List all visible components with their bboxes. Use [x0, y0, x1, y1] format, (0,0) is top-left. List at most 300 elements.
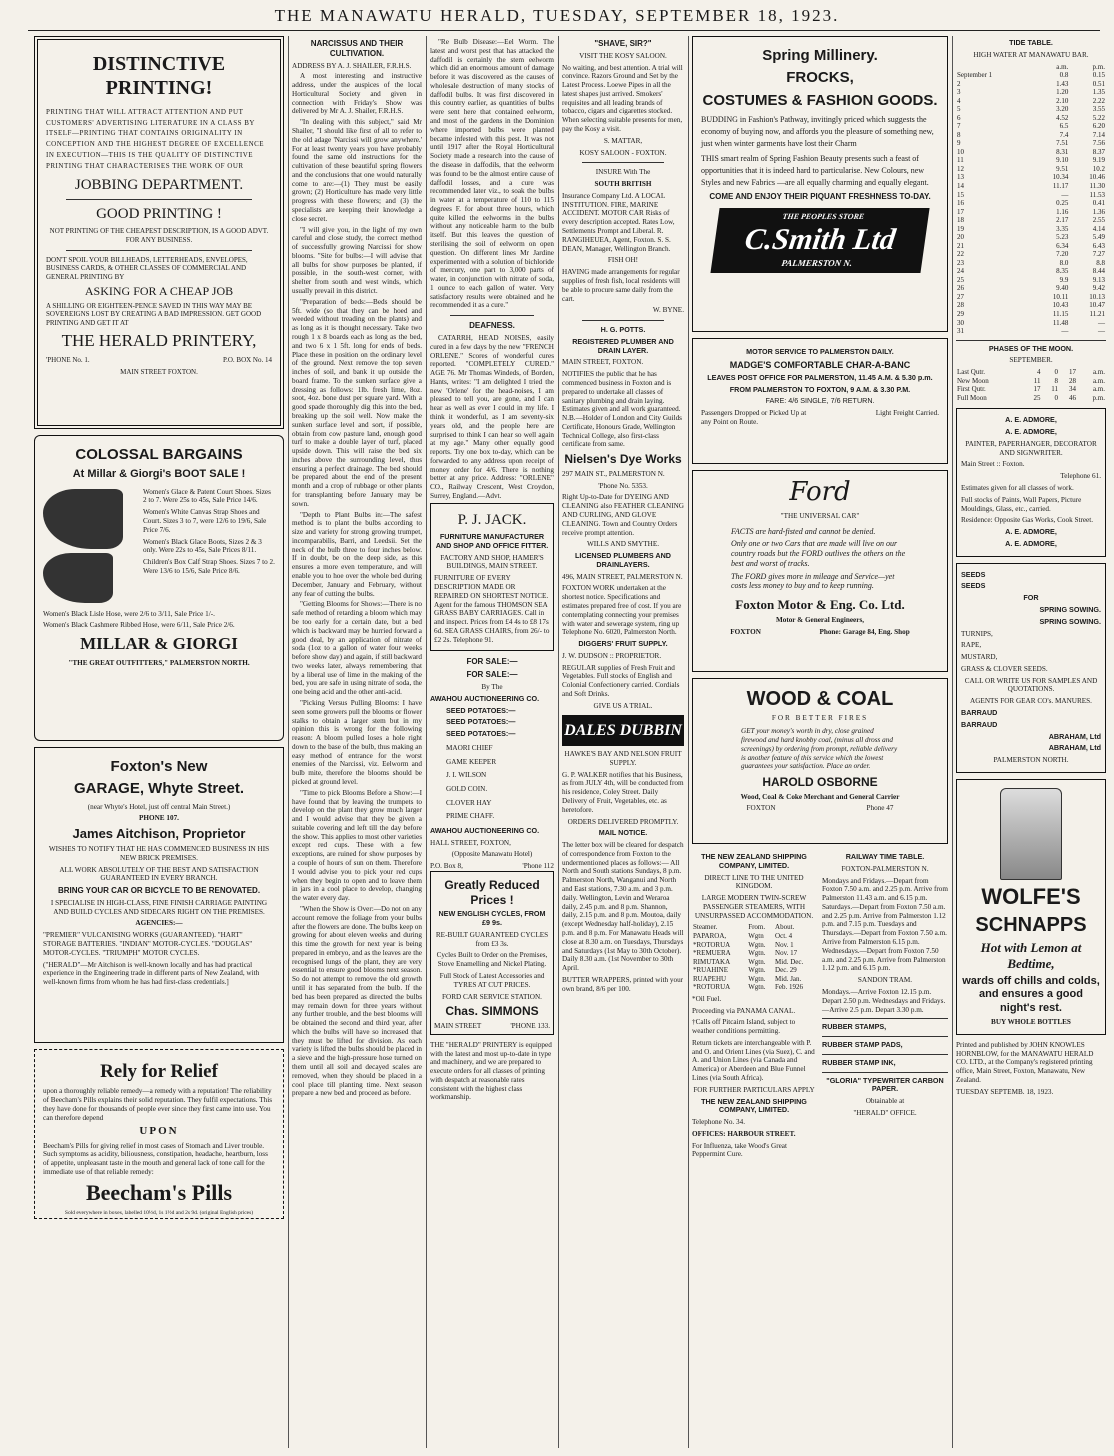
stamp-ink: RUBBER STAMP INK,: [822, 1057, 896, 1067]
osborne-ad: [692, 678, 948, 844]
steamer-row-cell: Wgtn.: [748, 974, 766, 983]
tide-row-cell: 11.21: [1089, 309, 1105, 318]
column-4: [562, 36, 684, 1448]
tide-row: [956, 233, 1106, 242]
budding: BUDDING in Fashion's Pathway, invitingly priced which suggests the economy of buying now, and affords you the pleasure of something new, just when winter garments have lost their Charm: [701, 114, 934, 148]
deafness-title: DEAFNESS.: [469, 321, 515, 331]
admore-estimates: Estimates given for all classes of work.: [961, 483, 1074, 492]
tide-row: [956, 88, 1106, 97]
column-3: [430, 36, 554, 1448]
tide-row-cell: 7.27: [1092, 250, 1105, 259]
steamer-row-cell: RIMUTAKA: [693, 957, 731, 966]
tide-row-cell: September 1: [957, 71, 993, 80]
column-5: [692, 36, 948, 1448]
tide-row-cell: 22: [957, 250, 964, 259]
herald-office: "HERALD" OFFICE.: [853, 1108, 917, 1117]
tide-row: [956, 71, 1106, 80]
tide-row-cell: 11.30: [1089, 182, 1105, 190]
potato-item: GOLD COIN.: [446, 784, 488, 793]
imprint-date: TUESDAY SEPTEMB. 18, 1923.: [956, 1087, 1054, 1096]
tide-row-cell: 12: [957, 164, 964, 173]
spring-millinery: Spring Millinery.: [762, 47, 878, 64]
ford-body-2: The FORD gives more in mileage and Service—yet costs less money to buy and to keep running.: [731, 571, 895, 591]
simmons-ad: [430, 871, 554, 1035]
tide-title: TIDE TABLE.: [1009, 38, 1053, 47]
tide-row-cell: 2: [957, 79, 961, 88]
abraham: ABRAHAM, Ltd: [1048, 731, 1101, 741]
steamer-row-cell: Dec. 29: [775, 966, 797, 975]
tide-row-cell: 10.2: [1092, 164, 1105, 173]
south-british: SOUTH BRITISH: [594, 180, 652, 189]
tide-row-cell: 3: [957, 88, 961, 97]
steamer-row-cell: *REMUERA: [693, 949, 731, 958]
tide-row-cell: —: [1098, 327, 1105, 336]
buy-whole: BUY WHOLE BOTTLES: [991, 1018, 1071, 1027]
tide-row-cell: 8.37: [1092, 147, 1105, 156]
wills-body: FOXTON WORK undertaken at the shortest notice. Specifications and estimates prepared free of cost. If you are contemplating connecting your premises with water and sewerage system, ring up Telephone No. 6020, Palmerston North.: [562, 584, 682, 637]
tide-row-cell: 10.47: [1089, 301, 1105, 310]
tide-row-cell: 13: [957, 173, 964, 182]
garage-agencies: AGENCIES:—: [135, 919, 183, 928]
good-printing: GOOD PRINTING !: [96, 206, 222, 223]
tide-row: [956, 208, 1106, 217]
butter: BUTTER WRAPPERS, printed with your own brand, 8/6 per 100.: [562, 975, 684, 993]
better-fires: FOR BETTER FIRES: [771, 714, 869, 723]
tide-row: [956, 139, 1106, 148]
tide-row-cell: 1.35: [1092, 88, 1105, 97]
byne: W. BYNE.: [652, 306, 684, 315]
awahou-opp: (Opposite Manawatu Hotel): [451, 850, 533, 859]
tide-row-cell: 19: [957, 224, 964, 233]
shoe-item: Women's Glace & Patent Court Shoes. Sizes 2 to 7. Were 25s to 45s, Sale Price 14/6.: [143, 487, 271, 505]
diggers-body: REGULAR supplies of Fresh Fruit and Vegetables. Full stocks of English and Colonial Confectionery carried. Cordials and Soft Drinks.: [562, 663, 680, 699]
admore-ad: [956, 408, 1106, 556]
wood-coal: WOOD & COAL: [746, 688, 894, 710]
barraud-ad: [956, 563, 1106, 773]
hawkes: HAWKE'S BAY AND NELSON FRUIT SUPPLY.: [564, 750, 682, 767]
tide-row: [956, 148, 1106, 157]
garage-all-work: ALL WORK ABSOLUTELY OF THE BEST AND SATISFACTION GUARANTEED IN EVERY BRANCH.: [59, 865, 259, 883]
costumes: COSTUMES & FASHION GOODS.: [702, 91, 938, 109]
tide-row-cell: —: [1061, 327, 1069, 336]
tide-row-cell: 4.14: [1092, 224, 1105, 233]
tide-row: [956, 216, 1106, 225]
seed-item: TURNIPS,: [961, 629, 993, 638]
call-write: CALL OR WRITE US FOR SAMPLES AND QUOTATIONS.: [964, 676, 1098, 694]
millar-name: MILLAR & GIORGI: [80, 634, 238, 654]
tide-row-cell: 7.14: [1092, 130, 1105, 139]
printery-phone: 'PHONE No. 1.: [46, 356, 90, 365]
gloria: "GLORIA" TYPEWRITER CARBON PAPER.: [826, 1075, 944, 1094]
tide-row-cell: 3.55: [1092, 105, 1105, 114]
railway-ad: [822, 850, 948, 1162]
tide-row-cell: 31: [957, 327, 964, 336]
wolfes-ad: [956, 779, 1106, 1035]
tide-row-cell: 18: [957, 216, 964, 225]
shoe-illustration: [43, 553, 113, 603]
moon-row-cell: 34: [1069, 385, 1077, 394]
large-steamers: LARGE MODERN TWIN-SCREW PASSENGER STEAMERS, WITH UNSURPASSED ACCOMMODATION.: [694, 894, 814, 920]
barraud: BARRAUD: [961, 719, 998, 729]
potato-list: [446, 742, 554, 824]
for-sale: FOR SALE:—: [466, 657, 518, 667]
beecham-sold: Sold everywhere in boxes, labelled 10½d, 1s 1½d and 2s 9d. (original English prices): [64, 1209, 254, 1216]
nielsen-phone: 'Phone No. 5353.: [598, 481, 648, 490]
schnapps-bottle-illustration: [1000, 788, 1062, 880]
facts: FACTS are hard-fisted and cannot be denied.: [731, 526, 876, 536]
admore-stocks: Full stocks of Paints, Wall Papers, Picture Mouldings, Glass, etc., carried.: [961, 495, 1082, 513]
tide-row-cell: 7.56: [1092, 139, 1105, 148]
tide-row-cell: 9.10: [1056, 156, 1069, 165]
tide-row-cell: 24: [957, 267, 964, 276]
jack-body: FURNITURE OF EVERY DESCRIPTION MADE OR REPAIRED ON SHORTEST NOTICE. Agent for the famous THOMSON SEA GRASS BABY CARRIAGES. Call in and inspect. Prices from £4 4s to £8 17s 6d. SEA GRASS CHAIRS, from 26/- to £2 2s. Telephone 91.: [434, 574, 550, 644]
nielsen-addr: 297 MAIN ST., PALMERSTON N.: [562, 469, 665, 478]
tide-row-cell: 3.35: [1056, 224, 1069, 233]
kosy-saloon: KOSY SALOON - FOXTON.: [579, 148, 667, 157]
tide-row: [956, 293, 1106, 302]
tide-row-cell: 11.48: [1052, 318, 1069, 327]
admore-tel: Telephone 61.: [1060, 472, 1101, 481]
column-divider: [558, 36, 559, 1448]
come-enjoy: COME AND ENJOY THEIR PIQUANT FRESHNESS TO-DAY.: [709, 191, 931, 201]
steamer-row-cell: Mid. Dec.: [775, 957, 804, 966]
give-trial: GIVE US A TRIAL.: [593, 701, 653, 710]
awahou: AWAHOU AUCTIONEERING CO.: [430, 693, 540, 703]
herald-note: ("HERALD"—Mr Aitchison is well-known locally and has had practical experience in the Engineering trade in different parts of New Zealand, with well-known firms from whom he has had first-class credentials.]: [43, 960, 260, 987]
seed-item: RAPE,: [961, 641, 982, 650]
tide-row-cell: 9.42: [1092, 284, 1105, 293]
moon-row-cell: New Moon: [957, 376, 989, 385]
steamer-row-cell: Nov. 17: [775, 949, 798, 958]
millar-ad: [34, 435, 284, 741]
accessories: Full Stock of Latest Accessories and TYRES AT CUT PRICES.: [439, 971, 545, 989]
tide-row-cell: 9.9: [1059, 275, 1069, 284]
tide-row-cell: 10.11: [1052, 292, 1069, 301]
hose-item: Women's Black Lisle Hose, were 2/6 to 3/11, Sale Price 1/-.: [43, 609, 215, 618]
tide-row: [956, 105, 1106, 114]
walker: G. P. WALKER notifies that his Business, as from JULY 4th, will be conducted from his residence, Coley Street. Daily Delivery of Fruit, Vegetables, etc. as heretofore.: [562, 770, 684, 814]
potato-item: J. I. WILSON: [446, 771, 487, 780]
mattar: S. MATTAR,: [603, 136, 643, 145]
madge-ad: [692, 338, 948, 464]
column-divider: [426, 36, 427, 1448]
moon-row-cell: Last Qutr.: [957, 368, 985, 377]
tide-row-cell: 7.51: [1056, 139, 1069, 148]
steamer-header: From.: [748, 923, 766, 932]
rely-body: upon a thoroughly reliable remedy—a remedy with a reputation! The reliability of Beecham's Pills explains their solid reputation. They fulfil expectations. This they have done for thousands of people ever since they first came into use. You can therefore depend: [43, 1087, 272, 1122]
seeds: SEEDS: [961, 581, 986, 591]
foxton-label: FOXTON: [730, 627, 761, 636]
steamer-row-cell: Nov. 1: [775, 940, 794, 949]
column-divider: [952, 36, 953, 1448]
jack-sub: FURNITURE MANUFACTURER AND SHOP AND OFFICE FITTER.: [435, 532, 549, 550]
steamer-row-cell: *ROTORUA: [693, 983, 731, 992]
tide-row-cell: 8.31: [1056, 147, 1069, 156]
seed-potatoes: SEED POTATOES:—: [446, 705, 516, 715]
direct-line: DIRECT LINE TO THE UNITED KINGDOM.: [704, 873, 804, 891]
article-paragraph: "Time to pick Blooms Before a Show:—I have found that by leaving the trumpets to develop on the plant they grow much larger and I would advise that they be given a suitable covering and left till the day before the show. This applies to most other varieties except red cups. These with a few exceptions, are ruined for show purposes by a couple of hours of sun on them. Therefore I would advise you to pick your red cups when they begin to open and to leave them in jars in a cool place to develop, changing the water every day.: [292, 788, 422, 903]
beecham-body: Beecham's Pills for giving relief in most cases of Stomach and Liver trouble. Such symptoms as acidity, biliousness, constipation, headache, heartburn, loss of appetite, unpleasant taste in the mouth and general lack of tone call for the immediate use of that reliable remedy:: [43, 1141, 268, 1177]
rubber-stamps: RUBBER STAMPS,: [822, 1022, 887, 1032]
tide-row-cell: 0.15: [1092, 71, 1105, 80]
tide-row-cell: 10.46: [1089, 173, 1105, 182]
tide-row-cell: 0.8: [1059, 71, 1069, 80]
printery-street: MAIN STREET FOXTON.: [120, 367, 198, 376]
tide-row-cell: 8.0: [1059, 258, 1069, 267]
steamer-row-cell: Oct. 4: [775, 932, 793, 940]
for-sale: FOR SALE:—: [466, 670, 518, 680]
tide-row-cell: 8.44: [1092, 267, 1105, 276]
foxton-palmerston: FOXTON-PALMERSTON N.: [841, 864, 929, 873]
admore-name: A. E. ADMORE,: [1005, 538, 1057, 548]
schnapps: SCHNAPPS: [975, 913, 1087, 936]
column-divider: [688, 36, 689, 1448]
diggers: DIGGERS' FRUIT SUPPLY.: [578, 639, 668, 649]
tide-table: [956, 63, 1106, 336]
potts: H. G. POTTS.: [600, 325, 646, 335]
tide-row-cell: 2.10: [1056, 96, 1069, 105]
article-title: NARCISSUS AND THEIR CULTIVATION.: [310, 39, 404, 58]
mail-notice: MAIL NOTICE.: [598, 828, 648, 838]
printing-title: DISTINCTIVE PRINTING!: [92, 53, 226, 100]
hose-item: Women's Black Cashmere Ribbed Hose, were 6/11, Sale Price 2/6.: [43, 621, 235, 630]
shipping-ad: [692, 850, 816, 1162]
tide-row-cell: 0.25: [1056, 199, 1069, 208]
garage-wishes: WISHES TO NOTIFY THAT HE HAS COMMENCED BUSINESS IN HIS NEW BRICK PREMISES.: [48, 845, 270, 862]
steamer-table: [692, 923, 816, 991]
garage-phone: Phone: Garage 84, Eng. Shop: [819, 627, 910, 636]
article-paragraph: "Preparation of beds:—Beds should be 5ft. wide (so that they can be hoed and weeded without treading on the plants) and as long as it is thought necessary. Take two rough 1 x 8 boards each as long as the bed, and two 6 x 1 5ft. long for ends of beds. Place these in position on the ordinary level of the ground. Next remove the top seven inches of soil, and bank it up outside the board frame. To the sunken surface give a dressing as follows: 1lb. fresh lime, 8oz. soot, 4oz. bone dust per square yard. With a good spade thoroughly dig this into the bed, breaking up the soil well. Now make the sunken surface level and sort, if possible, obtain from cow pasture land, enough good turf to make a double layer of turf, placed upside down. This will raise the bed six inches above the surrounding level, thus ensuring a perfect drainage. The bed should be prepared about the end of the present month and a crop of rubbage or other plants for transplanting before January may be sown.: [292, 297, 422, 508]
spring-sowing: SPRING SOWING.: [1039, 616, 1101, 626]
tide-row-cell: —: [1098, 318, 1105, 327]
tide-row-cell: 9.13: [1092, 275, 1105, 284]
railway-title: RAILWAY TIME TABLE.: [845, 852, 925, 861]
motor-service: MOTOR SERVICE TO PALMERSTON DAILY.: [746, 347, 894, 356]
reduced: Greatly Reduced Prices !: [444, 878, 540, 907]
dales-dubbin-logo: DALES DUBBIN: [562, 715, 684, 747]
by-the: By The: [481, 682, 503, 691]
moon-row-cell: 0: [1054, 393, 1059, 402]
tide-row-cell: 7: [957, 122, 961, 131]
motor-sub: Motor & General Engineers,: [775, 615, 865, 624]
shipping-title: THE NEW ZEALAND SHIPPING COMPANY, LIMITED.: [701, 852, 807, 870]
column-2: [292, 36, 422, 1448]
moon-row-cell: 17: [1033, 385, 1041, 394]
panama: Proceeding via PANAMA CANAL.: [692, 1006, 796, 1015]
agency-list: "PREMIER" VULCANISING WORKS (GUARANTEED). "HART" STORAGE BATTERIES. "INDIAN" MOTOR-CYCLES. "DOUGLAS" MOTOR-CYCLES. "TRIUMPH" MOTOR CYCLES.: [43, 931, 253, 957]
tide-row-cell: 26: [957, 284, 964, 293]
tide-row-cell: 11.53: [1089, 190, 1105, 199]
awahou: AWAHOU AUCTIONEERING CO.: [430, 825, 540, 835]
beecham-ad: [34, 1049, 284, 1219]
offices: OFFICES: HARBOUR STREET.: [692, 1129, 796, 1138]
awahou-phone: 'Phone 112: [522, 862, 554, 871]
tide-row-cell: 14: [957, 182, 964, 190]
tide-row: [956, 156, 1106, 165]
moon-row-cell: a.m.: [1092, 385, 1105, 394]
sandon-body: Mondays.—Arrive Foxton 12.15 p.m. Depart 2.50 p.m. Wednesdays and Fridays.—Arrive 2.5 p.m. Depart 3.30 p.m.: [822, 987, 946, 1014]
steamer-row: [692, 983, 816, 992]
tide-row-cell: 6: [957, 113, 961, 122]
steamer-row-cell: PAPAROA,: [693, 932, 727, 940]
tide-row-cell: 2.17: [1056, 216, 1069, 225]
wards-off: wards off chills and colds, and ensures a good night's rest.: [962, 974, 1100, 1014]
tide-row-cell: 25: [957, 275, 964, 284]
wills-sub: LICENSED PLUMBERS AND DRAINLAYERS.: [575, 551, 671, 569]
tide-row-cell: 30: [957, 318, 964, 327]
tide-row-cell: 11.15: [1052, 309, 1069, 318]
moon-table: [956, 368, 1106, 402]
ford-station: FORD CAR SERVICE STATION.: [442, 992, 542, 1001]
nzsc: THE NEW ZEALAND SHIPPING COMPANY, LIMITED.: [701, 1096, 807, 1115]
barraud-palm: PALMERSTON NORTH.: [993, 756, 1069, 765]
tide-row-cell: 11.17: [1052, 182, 1069, 190]
moon-row-cell: a.m.: [1092, 368, 1105, 377]
tide-row-cell: 5: [957, 105, 961, 114]
steamer-row-cell: Feb. 1926: [775, 983, 804, 992]
potato-item: MAORI CHIEF: [446, 743, 493, 752]
tide-row: [956, 225, 1106, 234]
potts-addr: MAIN STREET, FOXTON.: [562, 358, 644, 367]
steamer-header: Steamer.: [693, 923, 718, 932]
leaves: LEAVES POST OFFICE FOR PALMERSTON, 11.45 A.M. & 5.30 p.m.: [707, 372, 933, 382]
moon-row-cell: Full Moon: [957, 393, 987, 402]
tide-row-cell: 10.43: [1052, 301, 1069, 310]
tide-row-cell: 10.34: [1052, 173, 1069, 182]
admore-residence: Residence: Opposite Gas Works, Cook Street.: [961, 516, 1094, 525]
high-water: HIGH WATER AT MANAWATU BAR.: [973, 50, 1089, 59]
tide-row: [956, 173, 1106, 182]
seed-item: GRASS & CLOVER SEEDS.: [961, 664, 1048, 673]
tide-row-cell: 20: [957, 233, 964, 242]
steamer-row: [692, 949, 816, 958]
tide-row: [956, 182, 1106, 191]
tide-row-cell: 7.4: [1059, 130, 1069, 139]
abraham: ABRAHAM, Ltd: [1048, 743, 1101, 753]
steamer-row: [692, 941, 816, 950]
moon-row-cell: a.m.: [1092, 376, 1105, 385]
ford-logo: Ford: [789, 477, 851, 507]
tide-row-cell: 27: [957, 292, 964, 301]
good-body: NOT PRINTING OF THE CHEAPEST DESCRIPTION, IS A GOOD ADVT. FOR ANY BUSINESS.: [49, 227, 269, 244]
tide-row-cell: 6.5: [1059, 122, 1069, 131]
tide-row-cell: 5.49: [1092, 233, 1105, 242]
tide-row-cell: 5.22: [1092, 113, 1105, 122]
tide-row-cell: 1.20: [1056, 88, 1069, 97]
tide-row: [956, 131, 1106, 140]
article-paragraph: "Getting Blooms for Shows:—There is no safe method of retarding a bloom which may be too early for a certain date, but a bed which is backward may be hurried forward a good deal, by an application of nitrate of soda (1oz to a gallon of water four weeks before show day) and again, if still backward two weeks later, always remembering that by a liberal use of lime in the making of the bed, you are safe in using nitrate of soda, the one being acid and the other anti-acid.: [292, 600, 422, 697]
awahou-pobox: P.O. Box 8,: [430, 862, 463, 871]
tide-row-cell: 28: [957, 301, 964, 310]
tide-header: a.m.: [1056, 62, 1069, 71]
printing-body: PRINTING THAT WILL ATTRACT ATTENTION AND PUT CUSTOMERS' ADVERTISING LITERATURE IN A CLASS BY ITSELF—PRINTING THAT CONTAINS ORIGINALITY IN CONCEPTION AND THE HIGHEST DEGREE OF EXCELLENCE IN EXECUTION—THIS IS THE QUALITY OF DISTINCTIVE PRINTING THAT CHARACTERISES THE WORK OF OUR: [46, 107, 265, 170]
tide-row-cell: 10: [957, 147, 964, 156]
jack-name: P. J. JACK.: [457, 511, 527, 528]
dont-spoil: DON'T SPOIL YOUR BILLHEADS, LETTERHEADS, ENVELOPES, BUSINESS CARDS, & OTHER CLASSES OF COMMERCIAL AND GENERAL PRINTING BY: [46, 255, 248, 281]
admore-addr: Main Street :: Foxton.: [961, 460, 1025, 469]
steamer-row-cell: Wgtn.: [748, 966, 766, 975]
tide-row-cell: 9.19: [1092, 156, 1105, 165]
tide-row-cell: 4.52: [1056, 113, 1069, 122]
simmons-name: Chas. SIMMONS: [445, 1004, 539, 1019]
visit-kosy: VISIT THE KOSY SALOON.: [579, 51, 667, 60]
admore-name: A. E. ADMORE,: [1005, 415, 1057, 425]
article-paragraph: "Picking Versus Pulling Blooms: I have seen some growers pull the blooms or flower stalks to obtain a larger stem but in my opinion this is wrong for the following reason: A bloom pulled loses a hole right down to the base of the bulb, thus making an easy method of entrance for the worst enemies of the Narcissi, viz. Eelworm and bulb mite, therefore the blooms should be picked at ground level.: [292, 698, 422, 786]
tide-row: [956, 259, 1106, 268]
moon-row-cell: p.m.: [1092, 393, 1105, 402]
shoe-illustration: [43, 489, 123, 549]
south-british-body: Insurance Company Ltd. A LOCAL INSTITUTION. FIRE, MARINE ACCIDENT. MOTOR CAR Risks of every description accepted. Rates Low, Settlements Prompt and Liberal. R. RANGIHEUEA, Agent, Foxton. S. S. DEAN, Manager, Wellington Branch.: [562, 191, 675, 253]
printing-ad: [34, 36, 284, 429]
cycles: NEW ENGLISH CYCLES, FROM £9 9s.: [438, 909, 546, 928]
jack-ad: [430, 503, 554, 652]
tide-row: [956, 80, 1106, 89]
simmons-phone: 'PHONE 133.: [510, 1021, 550, 1030]
garage-title: GARAGE, Whyte Street.: [73, 780, 245, 798]
herald-printery-note: THE "HERALD" PRINTERY is equipped with the latest and most up-to-date in type and machinery, and we are prepared to execute orders for all classes of printing with despatch at reasonable rates consistent with the highest class workmanship.: [430, 1040, 552, 1102]
fish-title: FISH OH!: [607, 256, 639, 265]
tide-row: [956, 319, 1106, 328]
printery: THE HERALD PRINTERY,: [61, 331, 257, 351]
jack-addr: FACTORY AND SHOP, HAMER'S BUILDINGS, MAIN STREET.: [440, 553, 544, 571]
fish-body: HAVING made arrangements for regular supplies of fresh fish, local residents will be able to procure same daily from the cart.: [562, 268, 680, 303]
column-divider: [288, 36, 289, 1448]
colossal: COLOSSAL BARGAINS: [75, 446, 243, 463]
seed-potatoes: SEED POTATOES:—: [446, 717, 516, 727]
asking: ASKING FOR A CHEAP JOB: [84, 284, 234, 299]
osborne-sub: Wood, Coal & Coke Merchant and General Carrier: [740, 792, 900, 801]
printery-pobox: P.O. BOX No. 14: [222, 356, 272, 365]
garage-specialise: I SPECIALISE IN HIGH-CLASS, FINE FINISH CARRIAGE PAINTING AND BUILD CYCLES AND SIDECARS RIGHT ON THE PREMISES.: [50, 898, 268, 916]
steamer-row-cell: *RUAHINE: [693, 966, 728, 975]
tide-row-cell: 23: [957, 258, 964, 267]
tide-row-cell: 7.20: [1056, 250, 1069, 259]
obtainable: Obtainable at: [865, 1097, 905, 1106]
tide-row: [956, 301, 1106, 310]
influenza: For Influenza, take Wood's Great Peppermint Cure.: [692, 1141, 787, 1159]
tide-row-cell: 6.43: [1092, 241, 1105, 250]
frocks: FROCKS,: [786, 69, 854, 87]
masthead: THE MANAWATU HERALD, TUESDAY, SEPTEMBER 18, 1923.: [274, 6, 840, 25]
wills: WILLS AND SMYTHE.: [586, 540, 660, 549]
tide-header: p.m.: [1092, 62, 1105, 71]
shoe-item: Women's Black Glace Boots, Sizes 2 & 3 only. Were 22s to 45s, Sale Prices 8/11.: [143, 537, 262, 555]
smith-palmerston: PALMERSTON N.: [780, 257, 853, 268]
tide-row-cell: 11: [957, 156, 964, 165]
shoe-item: Women's White Canvas Strap Shoes and Court. Sizes 3 to 7, were 12/6 to 19/6, Sale Price 7/6.: [143, 508, 267, 534]
steamer-row: [692, 975, 816, 984]
tide-row-cell: 4: [957, 96, 961, 105]
admore-sub: PAINTER, PAPERHANGER, DECORATOR AND SIGNWRITER.: [965, 439, 1097, 457]
moon-row: [956, 368, 1106, 377]
tide-row-cell: 21: [957, 241, 964, 250]
wills-addr: 496, MAIN STREET, PALMERSTON N.: [562, 572, 683, 581]
fare: FARE: 4/6 SINGLE, 7/6 RETURN.: [765, 396, 875, 406]
rail-body: Mondays and Fridays.—Depart from Foxton 7.50 a.m. and 2.25 p.m. Arrive from Palmerston 11.43 a.m. and 6.15 p.m. Saturdays.—Depart from Foxton 7.50 a.m. and 2.25 p.m. Arrive from Palmerston 1.12 p.m. and 7.15 p.m. Tuesdays and Thursdays.—Depart from Foxton 7.50 a.m. Arrive from Palmerston 6.15 p.m. Wednesdays.—Depart from Foxton 7.50 a.m. and 2.25 p.m. Arrive from Palmerston 1.12 p.m. and 6.15 p.m.: [822, 876, 948, 973]
september: SEPTEMBER.: [1009, 356, 1053, 365]
garage-near: (near Whyte's Hotel, just off central Main Street.): [87, 802, 231, 811]
tide-row: [956, 242, 1106, 251]
potato-item: CLOVER HAY: [446, 798, 492, 807]
aitchison: James Aitchison, Proprietor: [72, 826, 246, 842]
tide-row-cell: 5.23: [1056, 233, 1069, 242]
hot-lemon: Hot with Lemon at Bedtime,: [980, 940, 1082, 971]
garage-phone: PHONE 107.: [139, 814, 179, 823]
tide-row-cell: 17: [957, 207, 964, 216]
smart-realm: THIS smart realm of Spring Fashion Beauty presents such a feast of opportunities that it is indeed hard to particularise. New Colours, new Styles and new Fabrics —are all equally charming and equally elegant.: [701, 153, 929, 187]
moon-row-cell: 46: [1069, 393, 1077, 402]
tide-row-cell: 0.41: [1092, 199, 1105, 208]
